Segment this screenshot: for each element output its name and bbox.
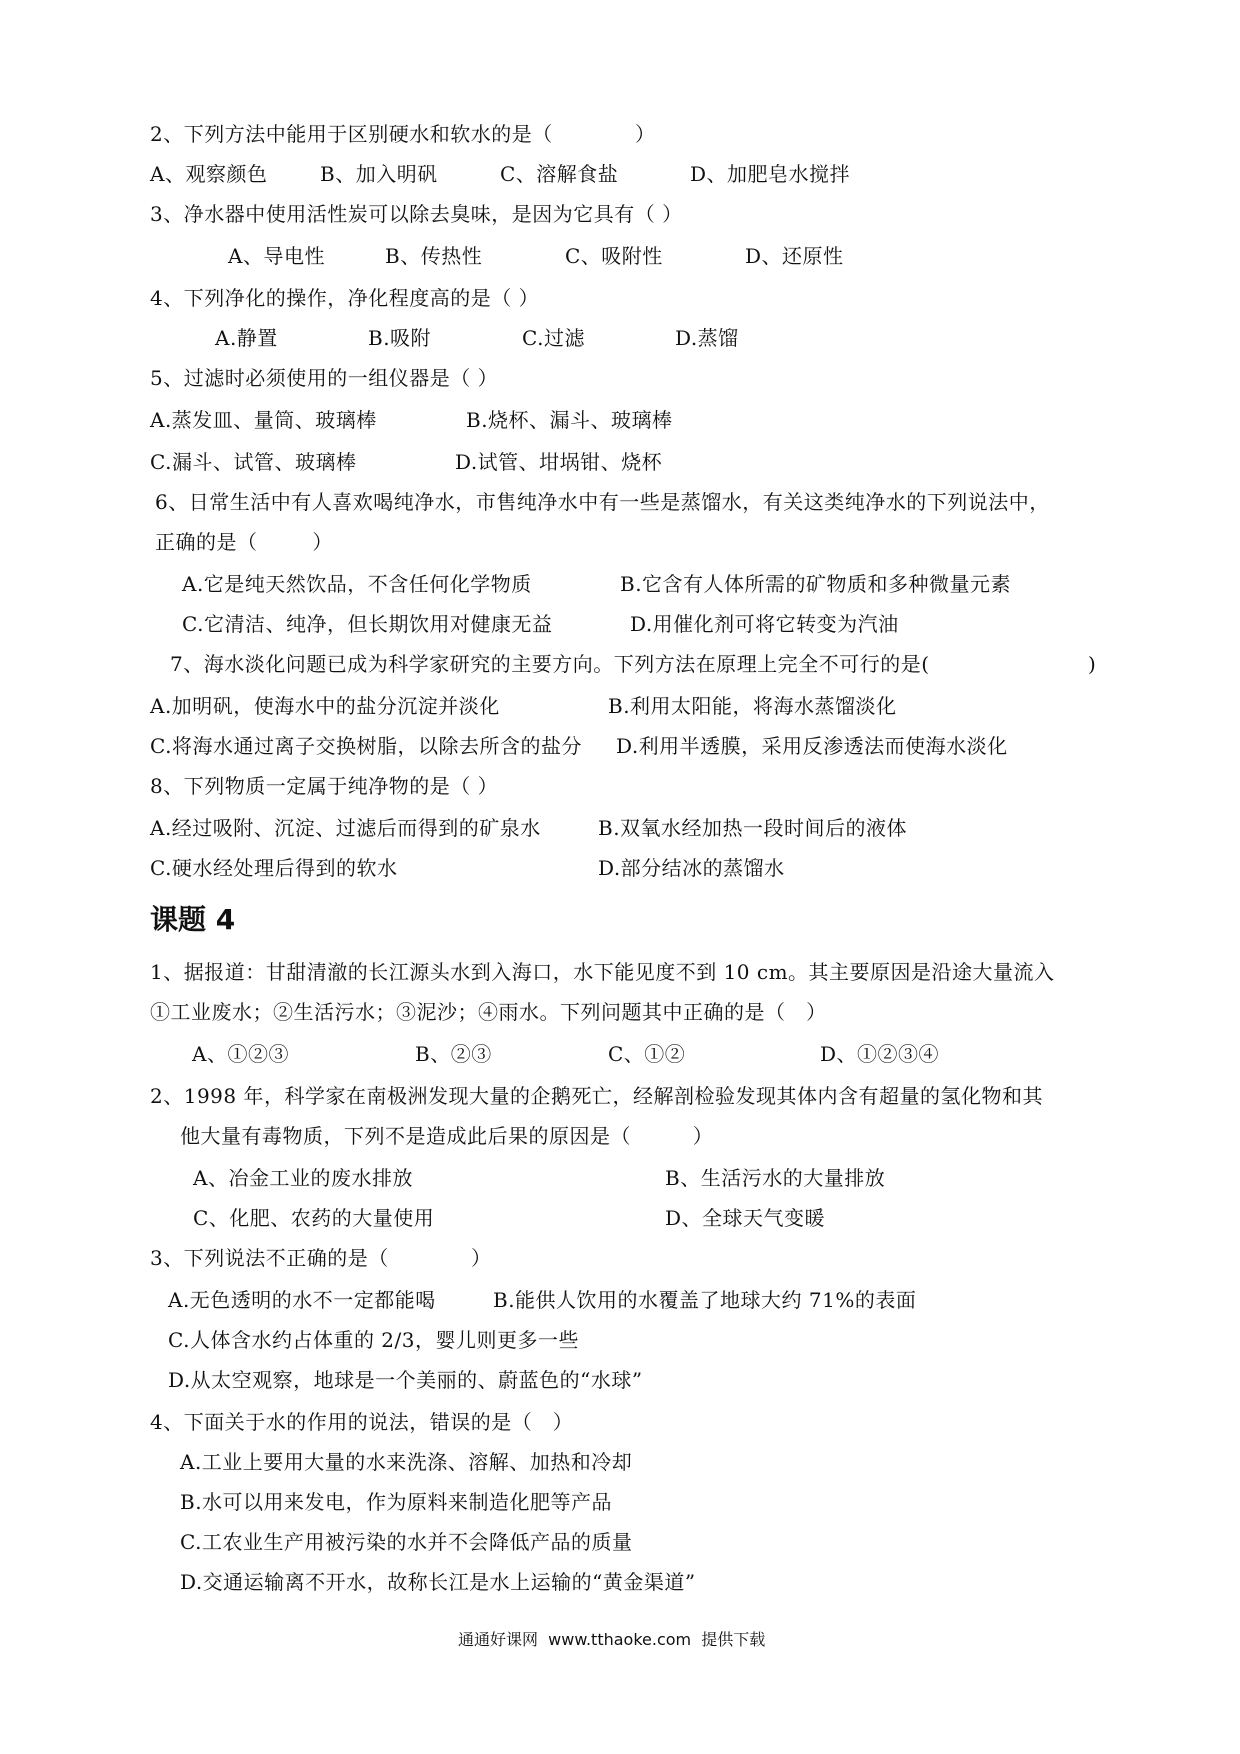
question-stem: 3、下列说法不正确的是（ ）: [150, 1246, 492, 1270]
option-d: D.交通运输离不开水，故称长江是水上运输的“黄金渠道”: [180, 1570, 696, 1594]
option-a: A、导电性: [228, 244, 325, 268]
option-d: D.部分结冰的蒸馏水: [598, 856, 785, 880]
question-stem-cont: 正确的是（ ）: [155, 530, 333, 554]
option-a: A.蒸发皿、量筒、玻璃棒: [150, 408, 377, 432]
option-d: D.试管、坩埚钳、烧杯: [455, 450, 663, 474]
question-stem: 4、下面关于水的作用的说法，错误的是（ ）: [150, 1410, 574, 1434]
option-d: D.用催化剂可将它转变为汽油: [630, 612, 899, 636]
option-c: C、①②: [608, 1042, 686, 1066]
option-a: A.静置: [215, 326, 278, 350]
option-b: B.它含有人体所需的矿物质和多种微量元素: [620, 572, 1012, 596]
option-c: C.将海水通过离子交换树脂，以除去所含的盐分: [150, 734, 582, 758]
question-stem: 3、净水器中使用活性炭可以除去臭味，是因为它具有（ ）: [150, 202, 683, 226]
option-b: B、加入明矾: [320, 162, 438, 186]
option-d: D.蒸馏: [675, 326, 739, 350]
option-d: D、全球天气变暖: [665, 1206, 826, 1230]
option-c: C、吸附性: [565, 244, 663, 268]
question-stem: 6、日常生活中有人喜欢喝纯净水，市售纯净水中有一些是蒸馏水，有关这类纯净水的下列说法中，: [155, 490, 1050, 514]
option-d: D.从太空观察，地球是一个美丽的、蔚蓝色的“水球”: [168, 1368, 643, 1392]
option-d: D、还原性: [745, 244, 844, 268]
question-stem: 8、下列物质一定属于纯净物的是（ ）: [150, 774, 499, 798]
option-a: A.工业上要用大量的水来洗涤、溶解、加热和冷却: [180, 1450, 633, 1474]
answer-bracket-close: ): [1088, 652, 1097, 676]
option-d: D、加肥皂水搅拌: [690, 162, 851, 186]
question-stem: 7、海水淡化问题已成为科学家研究的主要方向。下列方法在原理上完全不可行的是(: [170, 652, 930, 676]
option-c: C.它清洁、纯净，但长期饮用对健康无益: [182, 612, 553, 636]
option-b: B.烧杯、漏斗、玻璃棒: [466, 408, 673, 432]
question-stem-cont: ①工业废水；②生活污水；③泥沙；④雨水。下列问题其中正确的是（ ）: [150, 1000, 827, 1024]
option-c: C.漏斗、试管、玻璃棒: [150, 450, 357, 474]
option-b: B.水可以用来发电，作为原料来制造化肥等产品: [180, 1490, 613, 1514]
option-a: A、冶金工业的废水排放: [193, 1166, 413, 1190]
option-c: C、溶解食盐: [500, 162, 619, 186]
option-c: C.人体含水约占体重的 2/3，婴儿则更多一些: [168, 1328, 579, 1352]
option-c: C.过滤: [522, 326, 585, 350]
option-b: B.利用太阳能，将海水蒸馏淡化: [608, 694, 897, 718]
option-d: D.利用半透膜，采用反渗透法而使海水淡化: [616, 734, 1008, 758]
question-stem: 1、据报道：甘甜清澈的长江源头水到入海口，水下能见度不到 10 cm。其主要原因是沿途大量流入: [150, 960, 1055, 984]
option-a: A、观察颜色: [150, 162, 268, 186]
question-stem: 2、下列方法中能用于区别硬水和软水的是（ ）: [150, 122, 656, 146]
option-c: C.硬水经处理后得到的软水: [150, 856, 398, 880]
question-stem: 4、下列净化的操作，净化程度高的是（ ）: [150, 286, 540, 310]
section-heading: 课题 4: [150, 903, 236, 936]
page-footer: 通通好课网 www.tthaoke.com 提供下载: [458, 1630, 766, 1649]
option-c: C.工农业生产用被污染的水并不会降低产品的质量: [180, 1530, 633, 1554]
option-b: B、传热性: [385, 244, 483, 268]
option-a: A.无色透明的水不一定都能喝: [168, 1288, 436, 1312]
question-stem: 5、过滤时必须使用的一组仪器是（ ）: [150, 366, 499, 390]
option-b: B.双氧水经加热一段时间后的液体: [598, 816, 908, 840]
option-b: B、生活污水的大量排放: [665, 1166, 886, 1190]
question-stem: 2、1998 年，科学家在南极洲发现大量的企鹅死亡，经解剖检验发现其体内含有超量的氢化物和其: [150, 1084, 1043, 1108]
option-a: A、①②③: [192, 1042, 289, 1066]
question-stem-cont: 他大量有毒物质，下列不是造成此后果的原因是（ ）: [180, 1124, 714, 1148]
option-a: A.加明矾，使海水中的盐分沉淀并淡化: [150, 694, 500, 718]
option-c: C、化肥、农药的大量使用: [193, 1206, 435, 1230]
option-d: D、①②③④: [820, 1042, 940, 1066]
option-b: B.吸附: [368, 326, 432, 350]
option-a: A.经过吸附、沉淀、过滤后而得到的矿泉水: [150, 816, 541, 840]
option-a: A.它是纯天然饮品，不含任何化学物质: [182, 572, 532, 596]
option-b: B、②③: [415, 1042, 492, 1066]
option-b: B.能供人饮用的水覆盖了地球大约 71%的表面: [493, 1288, 917, 1312]
